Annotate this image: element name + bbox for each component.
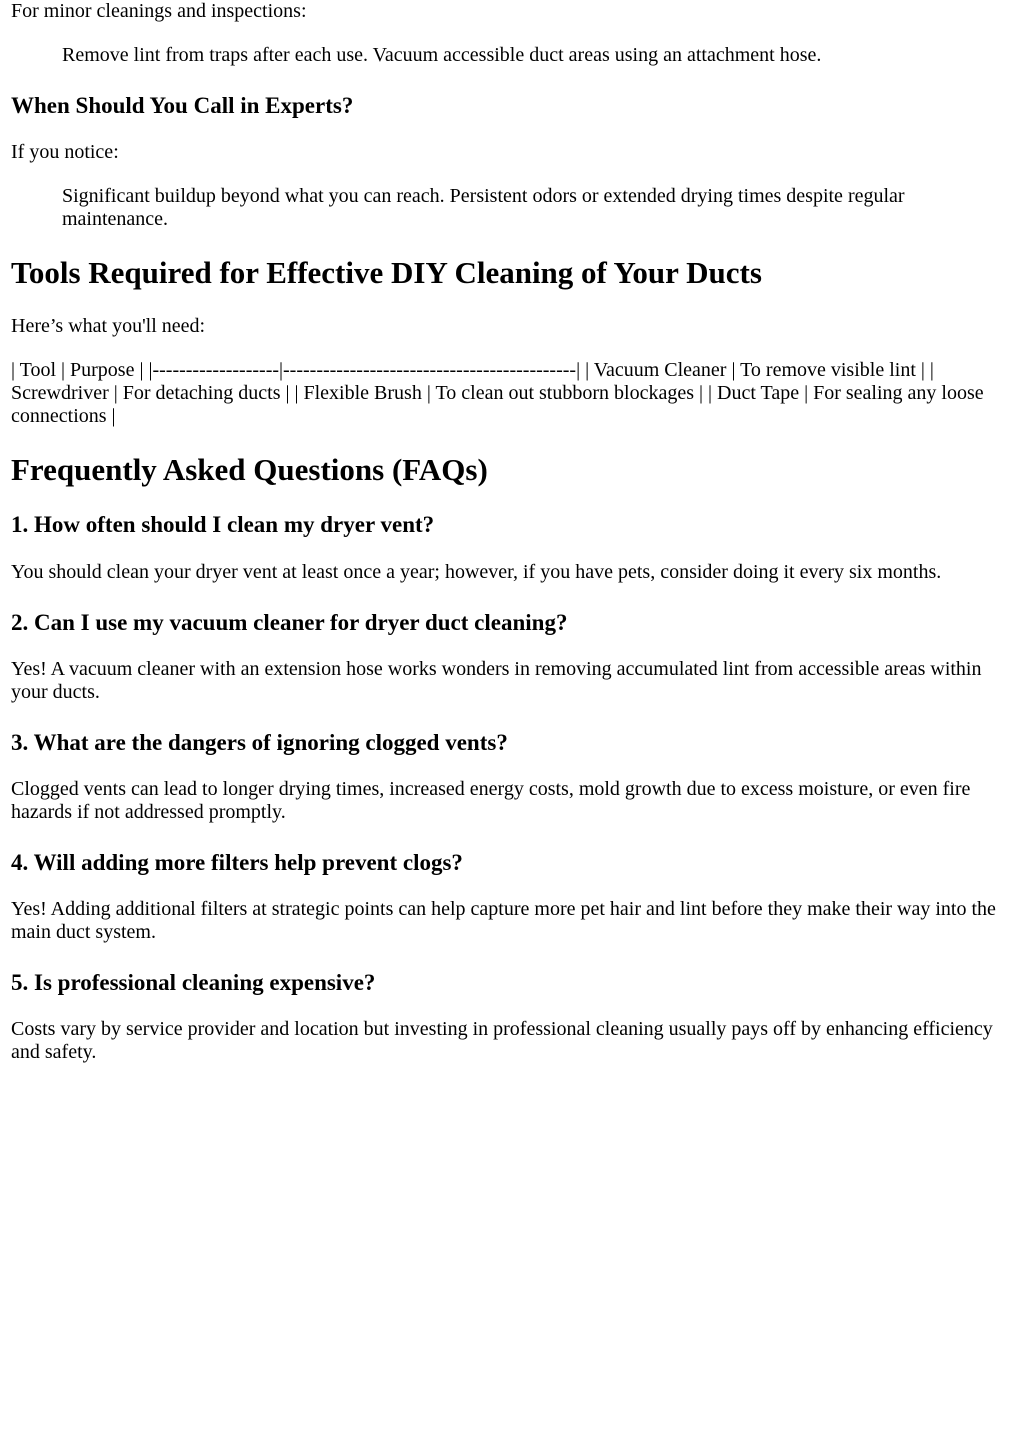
minor-cleanings-quote: Remove lint from traps after each use. Vacuum accessible duct areas using an attachment hose.	[62, 44, 822, 66]
faq-heading: Frequently Asked Questions (FAQs)	[11, 452, 488, 487]
faq-question-5: 5. Is professional cleaning expensive?	[11, 970, 376, 995]
experts-heading: When Should You Call in Experts?	[11, 93, 354, 118]
faq-question-3: 3. What are the dangers of ignoring clogged vents?	[11, 730, 508, 755]
faq-answer-3: Clogged vents can lead to longer drying times, increased energy costs, mold growth due to excess moisture, or even fire hazards if not addressed promptly.	[11, 778, 971, 823]
notice-label: If you notice:	[11, 141, 119, 163]
faq-question-1: 1. How often should I clean my dryer vent?	[11, 512, 435, 537]
minor-cleanings-label: For minor cleanings and inspections:	[11, 0, 307, 22]
tools-need-label: Here’s what you'll need:	[11, 315, 206, 337]
faq-question-2: 2. Can I use my vacuum cleaner for dryer duct cleaning?	[11, 610, 568, 635]
tools-table-text: | Tool | Purpose | |-------------------|--------------------------------------------| | Vacuum Cleaner | To remove visible lint | | Screwdriver | For detaching ducts | | Flexible Brush | To clean out stubborn blockages | | Duct Tape | For sealing any loose connections |	[11, 359, 984, 427]
faq-answer-1: You should clean your dryer vent at least once a year; however, if you have pets, consider doing it every six months.	[11, 561, 942, 583]
faq-answer-4: Yes! Adding additional filters at strategic points can help capture more pet hair and lint before they make their way into the main duct system.	[11, 898, 996, 943]
faq-answer-5: Costs vary by service provider and location but investing in professional cleaning usually pays off by enhancing efficiency and safety.	[11, 1018, 993, 1063]
faq-answer-2: Yes! A vacuum cleaner with an extension hose works wonders in removing accumulated lint from accessible areas within your ducts.	[11, 658, 982, 703]
notice-quote: Significant buildup beyond what you can reach. Persistent odors or extended drying times despite regular maintenance.	[62, 185, 905, 230]
faq-question-4: 4. Will adding more filters help prevent clogs?	[11, 850, 463, 875]
tools-heading: Tools Required for Effective DIY Cleaning of Your Ducts	[11, 255, 762, 290]
